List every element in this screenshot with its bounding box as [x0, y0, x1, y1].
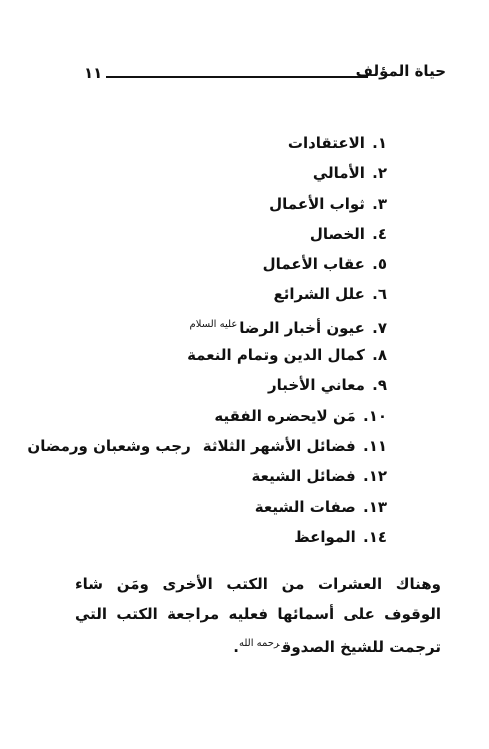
item-number: ٩. — [372, 376, 387, 395]
closing-paragraph — [75, 569, 441, 662]
honorific-glyph: رحمه الله — [238, 638, 280, 649]
list-item — [87, 310, 387, 340]
list-item — [87, 461, 387, 491]
honorific-glyph: عليه السلام — [189, 318, 238, 330]
books-list — [27, 128, 387, 552]
item-title: مَن لايحضره الفقيه — [214, 406, 356, 425]
list-item — [87, 189, 387, 219]
list-item — [87, 219, 387, 249]
item-title: صفات الشيعة — [254, 497, 356, 516]
list-item — [87, 370, 387, 400]
item-number: ٦. — [372, 285, 387, 304]
header-title: حياة المؤلف — [355, 62, 446, 80]
list-item — [87, 128, 387, 158]
item-title: فضائل الأشهر الثلاثة — [202, 436, 356, 455]
list-item — [87, 158, 387, 188]
item-number: ١٢. — [362, 467, 387, 486]
item-title: الأمالي — [312, 164, 365, 183]
item-title: عقاب الأعمال — [262, 255, 365, 274]
page-number: ١١ — [84, 64, 103, 82]
item-title: علل الشرائع — [273, 285, 365, 304]
item-number: ٣. — [372, 194, 387, 213]
item-title: عيون أخبار الرضا — [239, 318, 365, 337]
list-item — [87, 401, 387, 431]
item-number: ١١. — [362, 436, 387, 455]
list-item — [27, 431, 387, 461]
item-title: المواعظ — [294, 527, 356, 546]
item-title: ثواب الأعمال — [269, 194, 365, 213]
item-number: ٧. — [372, 318, 387, 337]
item-title: معاني الأخبار — [267, 376, 365, 395]
item-title: الخصال — [309, 224, 365, 243]
closing-text: وهناك العشرات من الكتب الأخرى ومَن شاء الوقوف على أسمائها فعليه مراجعة الكتب التي ترجمت للشيخ الصدوق — [75, 575, 441, 656]
item-number: ١٣. — [362, 497, 387, 516]
list-item — [87, 340, 387, 370]
item-title: كمال الدين وتمام النعمة — [187, 346, 365, 365]
item-number: ٤. — [372, 224, 387, 243]
list-item — [87, 249, 387, 279]
item-subtitle: رجب وشعبان ورمضان — [27, 436, 191, 455]
item-number: ٥. — [372, 255, 387, 274]
header-rule — [106, 76, 368, 78]
closing-end: . — [233, 638, 239, 656]
list-item — [87, 492, 387, 522]
item-number: ١٠. — [362, 406, 387, 425]
item-title: الاعتقادات — [287, 134, 365, 152]
item-number: ١٤. — [362, 527, 387, 546]
item-title: فضائل الشيعة — [251, 467, 356, 486]
running-header — [84, 58, 446, 90]
item-number: ٨. — [372, 346, 387, 365]
item-number: ٢. — [372, 164, 387, 183]
list-item — [87, 522, 387, 552]
item-number: ١. — [372, 134, 387, 152]
list-item — [87, 279, 387, 309]
